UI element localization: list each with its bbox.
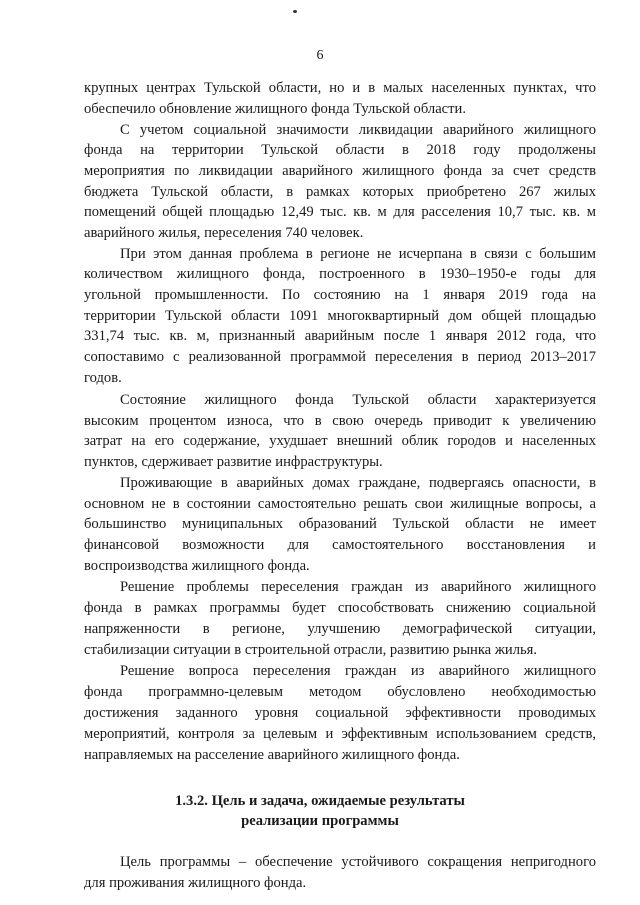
text-line: Решение проблемы переселения граждан из аварийного жилищного: [120, 579, 596, 595]
text-line: высоким процентом износа, что в свою очередь приводит к увеличению: [84, 413, 596, 429]
section-heading: реализации программы: [241, 813, 399, 829]
text-line: Проживающие в аварийных домах граждане, подвергаясь опасности, в: [120, 475, 596, 491]
section-heading: 1.3.2. Цель и задача, ожидаемые результаты: [175, 793, 465, 809]
text-line: 331,74 тыс. кв. м, признанный аварийным после 1 января 2012 года, что: [84, 328, 596, 344]
text-line: направляемых на расселение аварийного жилищного фонда.: [84, 747, 460, 763]
text-line: При этом данная проблема в регионе не исчерпана в связи с большим: [120, 246, 596, 262]
text-line: пунктов, сдерживает развитие инфраструктуры.: [84, 454, 383, 470]
text-line: Решение вопроса переселения граждан из аварийного жилищного: [120, 663, 596, 679]
text-line: Состояние жилищного фонда Тульской области характеризуется: [120, 392, 596, 408]
text-line: затрат на его содержание, ухудшает внешний облик городов и населенных: [84, 433, 596, 449]
text-line: территории Тульской области 1091 многоквартирный дом общей площадью: [84, 308, 596, 324]
scan-speck: [293, 10, 297, 13]
text-line: количеством жилищного фонда, построенного в 1930–1950-е годы для: [84, 266, 596, 282]
text-line: финансовой возможности для самостоятельного восстановления и: [84, 537, 596, 553]
text-line: напряженности в регионе, улучшению демографической ситуации,: [84, 621, 596, 637]
text-line: мероприятий, контроля за целевым и эффективным использованием средств,: [84, 726, 596, 742]
text-line: аварийного жилья, переселения 740 человек.: [84, 225, 364, 241]
text-line: основном не в состоянии самостоятельно решать свои жилищные вопросы, а: [84, 496, 596, 512]
text-line: угольной промышленности. По состоянию на 1 января 2019 года на: [84, 287, 596, 303]
text-line: С учетом социальной значимости ликвидации аварийного жилищного: [120, 122, 596, 138]
text-line: большинство муниципальных образований Тульской области не имеет: [84, 516, 596, 532]
text-line: обеспечило обновление жилищного фонда Тульской области.: [84, 101, 466, 117]
text-line: сопоставимо с реализованной программой переселения в период 2013–2017: [84, 349, 596, 365]
text-line: фонда в рамках программы будет способствовать снижению социальной: [84, 600, 596, 616]
text-line: крупных центрах Тульской области, но и в малых населенных пунктах, что: [84, 80, 596, 96]
text-line: стабилизации ситуации в строительной отрасли, развитию рынка жилья.: [84, 642, 538, 658]
text-line: достижения заданного уровня социальной эффективности проводимых: [84, 705, 596, 721]
text-line: помещений общей площадью 12,49 тыс. кв. м для расселения 10,7 тыс. кв. м: [84, 204, 596, 220]
text-line: воспроизводства жилищного фонда.: [84, 558, 310, 574]
text-line: мероприятия по ликвидации аварийного жилищного фонда за счет средств: [84, 163, 596, 179]
text-line: фонда программно-целевым методом обусловлено необходимостью: [84, 684, 596, 700]
text-line: бюджета Тульской области, в рамках которых приобретено 267 жилых: [84, 184, 596, 200]
text-line: Цель программы – обеспечение устойчивого сокращения непригодного: [120, 854, 596, 870]
text-line: фонда на территории Тульской области в 2018 году продолжены: [84, 142, 596, 158]
page-number: 6: [316, 48, 324, 63]
text-line: для проживания жилищного фонда.: [84, 875, 307, 891]
text-line: годов.: [84, 370, 122, 386]
